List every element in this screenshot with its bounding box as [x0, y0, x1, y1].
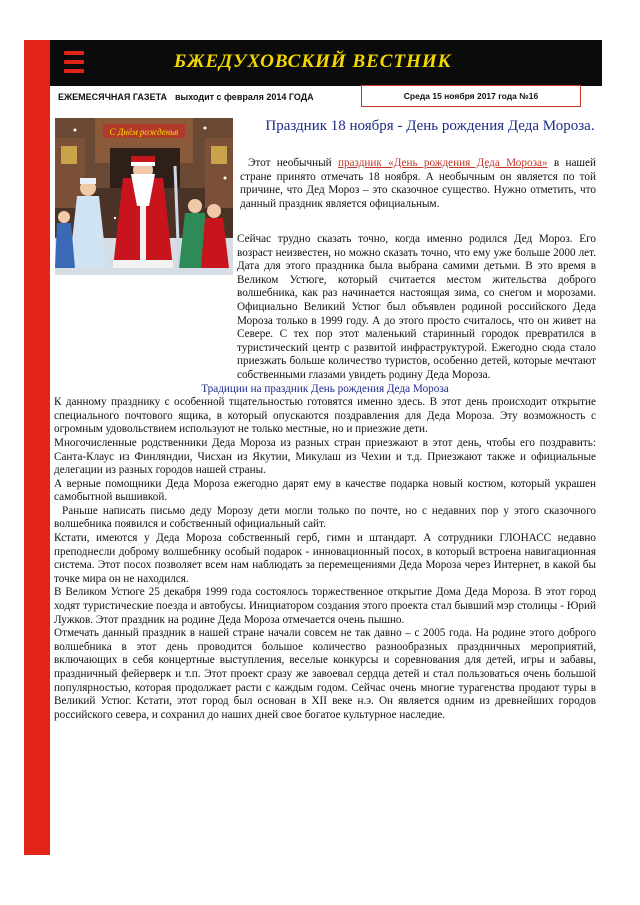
- left-red-stripe: [24, 40, 50, 855]
- subheader: [58, 92, 314, 102]
- paragraph-7: В Великом Устюге 25 декабря 1999 года состоялось торжественное открытие Дома Деда Мороза. В этот город ходят туристические поезда и автобусы. Инициатором создания этого проекта стал бывший мэр столицы - Юрий Лужков. Этот праздник на родине Деда Мороза отмечается очень пышно.: [54, 586, 596, 626]
- intro-text-start: Этот необычный: [248, 157, 338, 169]
- paragraph-3: Многочисленные родственники Деда Мороза из разных стран приезжают в этот день, чтобы его поздравить: Санта-Клаус из Финляндии, Чисхан из Якутии, Микулаш из Чехии и т.д. Приезжают также и официальные делегации из разных городов нашей страны.: [54, 436, 596, 477]
- paragraph-2: К данному празднику с особенной тщательностью готовятся именно здесь. В этот день происходит открытие специального почтового ящика, в который опускаются поздравления для Деда Мороза. Эту возможность с огромным удовольствием используют не только местные, но и приезжие дети.: [54, 396, 596, 436]
- paragraph-6: Кстати, имеются у Деда Мороза собственный герб, гимн и штандарт. А сотрудники ГЛОНАСС недавно преподнесли доброму волшебнику особый подарок - инновационный посох, в который встроена навигационная система. Этот посох позволяет всем нам наблюдать за перемещениями Деда Мороза через Интернет, в какой бы точке мира он не находился.: [54, 532, 596, 585]
- section-subtitle: Традиции на праздник День рождения Деда Мороза: [201, 382, 449, 395]
- issue-date-box: Среда 15 ноября 2017 года №16: [361, 85, 581, 107]
- article-body: [54, 233, 596, 722]
- publication-type: ЕЖЕМЕСЯЧНАЯ ГАЗЕТА: [58, 92, 168, 102]
- publication-since: выходит с февраля 2014 ГОДА: [175, 92, 314, 102]
- paragraph-4: А верные помощники Деда Мороза ежегодно дарят ему в качестве подарка новый костюм, который украшен самобытной вышивкой.: [54, 477, 596, 504]
- paragraph-5: Раньше написать письмо деду Морозу дети могли только по почте, но с недавних пор у этого сказочного волшебника появился и собственный официальный сайт.: [54, 504, 596, 531]
- article-title: Праздник 18 ноября - День рождения Деда Мороза.: [265, 118, 595, 134]
- paragraph-1: Сейчас трудно сказать точно, когда именно родился Дед Мороз. Его возраст неизвестен, но можно сказать точно, что ему уже больше 2000 лет. Дата для этого праздника была выбрана самими детьми. В это время в Великом Устюге, который считается местом жительства доброго волшебника, как раз начинается настоящая зима, со снегом и морозами. Официально Великий Устюг был объявлен родиной российского Деда Мороза только в 1999 году. А до этого просто считалось, что он живет на Севере. С тех пор этот маленький старинный городок превратился в туристический центр с развитой инфраструктурой. Ежегодно сюда стало приезжать больше количество туристов, особенно детей, которые мечтают собственными глазами увидеть родину Деда Мороза.: [237, 233, 596, 381]
- paragraph-8: Отмечать данный праздник в нашей стране начали совсем не так давно – с 2005 года. На родине этого доброго волшебника в этот день проводится большое количество разнообразных праздничных мероприятий, включающих в себя концертные выступления, веселые конкурсы и соревнования для детей, игры и забавы, праздничный фейерверк и т.п. Этот проект сразу же завоевал сердца детей и стал пользоваться очень большой популярностью, которая продолжает расти с каждым годом. Сейчас очень многие турагенства продают туры в Великий Устюг. Кстати, этот город был основан в XII веке н.э. Он является одним из древнейших городов российского севера, и сохранил до наших дней свое богатое культурное наследие.: [54, 627, 596, 721]
- holiday-link[interactable]: праздник «День рождения Деда Мороза»: [337, 157, 548, 169]
- hamburger-icon[interactable]: [64, 51, 84, 73]
- masthead: [50, 40, 602, 86]
- article-intro: [240, 157, 596, 211]
- intro-text-end: в нашей стране принято отмечать 18 ноября. А необычным он является по той причине, что Дед Мороз – это сказочное существо. Нужно отметить, что данный праздник является официальным.: [240, 157, 596, 210]
- newspaper-title: БЖЕДУХОВСКИЙ ВЕСТНИК: [174, 51, 452, 72]
- photo-sign: С Днём рожденья: [109, 127, 179, 137]
